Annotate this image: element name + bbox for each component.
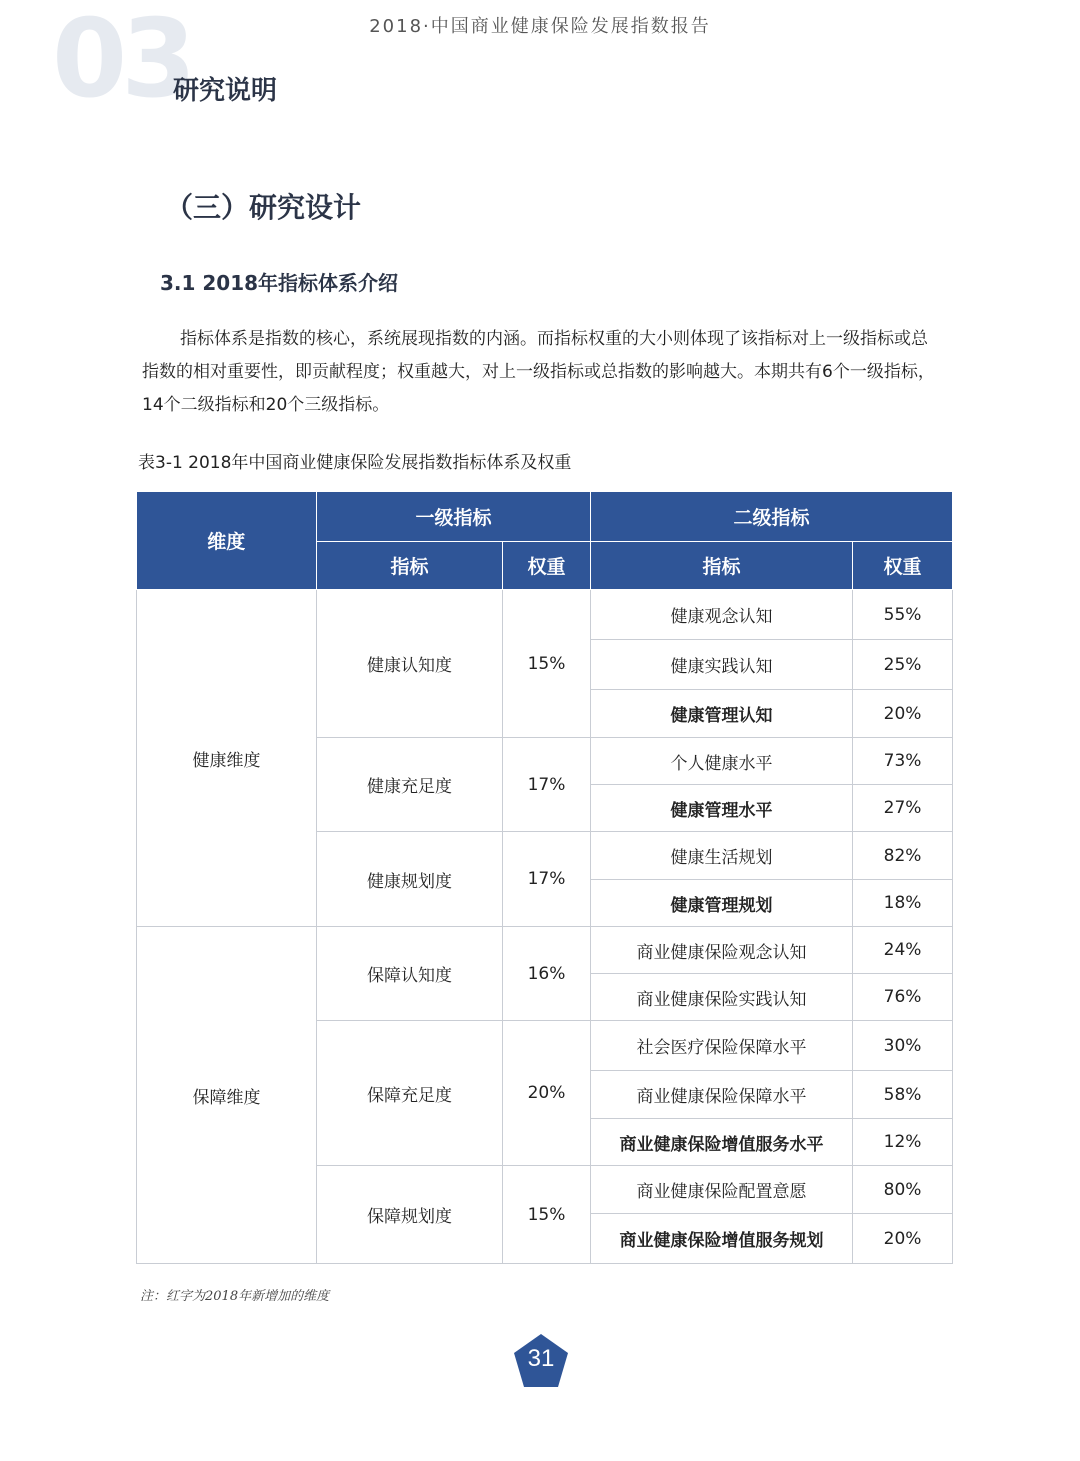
report-header-title: 2018·中国商业健康保险发展指数报告 — [369, 16, 711, 37]
header-level2: 二级指标 — [591, 492, 953, 542]
level2-weight-cell: 76% — [853, 974, 953, 1021]
level2-weight-cell: 27% — [853, 785, 953, 832]
level2-name-cell: 健康生活规划 — [591, 832, 853, 880]
level2-name-cell: 社会医疗保险保障水平 — [591, 1021, 853, 1071]
dimension-cell: 健康维度 — [137, 590, 317, 927]
level2-name-cell-new: 商业健康保险增值服务水平 — [591, 1119, 853, 1166]
level2-weight-cell: 55% — [853, 590, 953, 640]
table-row — [137, 927, 953, 974]
level2-weight-cell: 73% — [853, 738, 953, 785]
level1-weight-cell: 15% — [503, 1166, 591, 1264]
subsection-title: 3.1 2018年指标体系介绍 — [160, 271, 399, 295]
level1-name-cell: 保障认知度 — [317, 927, 503, 1021]
level2-weight-cell: 20% — [853, 1214, 953, 1264]
level2-weight-cell: 30% — [853, 1021, 953, 1071]
header-level1-indicator: 指标 — [317, 542, 503, 590]
table-caption: 表3-1 2018年中国商业健康保险发展指数指标体系及权重 — [138, 453, 572, 473]
level2-name-cell: 商业健康保险实践认知 — [591, 974, 853, 1021]
level2-weight-cell: 24% — [853, 927, 953, 974]
header-dimension: 维度 — [137, 492, 317, 590]
level1-name-cell: 健康充足度 — [317, 738, 503, 832]
level2-weight-cell: 12% — [853, 1119, 953, 1166]
level2-name-cell-new: 商业健康保险增值服务规划 — [591, 1214, 853, 1264]
level1-name-cell: 健康规划度 — [317, 832, 503, 927]
level2-weight-cell: 80% — [853, 1166, 953, 1214]
dimension-cell: 保障维度 — [137, 927, 317, 1264]
level2-name-cell: 商业健康保险配置意愿 — [591, 1166, 853, 1214]
level1-weight-cell: 15% — [503, 590, 591, 738]
index-weight-table — [136, 491, 953, 1264]
level2-name-cell-new: 健康管理水平 — [591, 785, 853, 832]
section-title: （三）研究设计 — [165, 191, 362, 224]
level2-name-cell-new: 健康管理规划 — [591, 880, 853, 927]
level2-weight-cell: 20% — [853, 690, 953, 738]
level2-name-cell: 商业健康保险观念认知 — [591, 927, 853, 974]
level2-weight-cell: 58% — [853, 1071, 953, 1119]
level1-weight-cell: 16% — [503, 927, 591, 1021]
page-number: 31 — [527, 1345, 555, 1372]
level2-weight-cell: 82% — [853, 832, 953, 880]
level1-name-cell: 保障规划度 — [317, 1166, 503, 1264]
level2-weight-cell: 18% — [853, 880, 953, 927]
level1-weight-cell: 17% — [503, 832, 591, 927]
table-row — [137, 590, 953, 640]
header-level2-indicator: 指标 — [591, 542, 853, 590]
level1-weight-cell: 20% — [503, 1021, 591, 1166]
header-level1-weight: 权重 — [503, 542, 591, 590]
chapter-title: 研究说明 — [173, 76, 278, 106]
level1-weight-cell: 17% — [503, 738, 591, 832]
level2-name-cell: 健康实践认知 — [591, 640, 853, 690]
level2-name-cell-new: 健康管理认知 — [591, 690, 853, 738]
level2-name-cell: 商业健康保险保障水平 — [591, 1071, 853, 1119]
level2-weight-cell: 25% — [853, 640, 953, 690]
table-note: 注：红字为2018年新增加的维度 — [140, 1289, 330, 1304]
level1-name-cell: 保障充足度 — [317, 1021, 503, 1166]
level2-name-cell: 健康观念认知 — [591, 590, 853, 640]
chapter-number: 03 — [52, 0, 191, 122]
level1-name-cell: 健康认知度 — [317, 590, 503, 738]
level2-name-cell: 个人健康水平 — [591, 738, 853, 785]
header-level2-weight: 权重 — [853, 542, 953, 590]
body-paragraph: 指标体系是指数的核心，系统展现指数的内涵。而指标权重的大小则体现了该指标对上一级指标或总指数的相对重要性，即贡献程度；权重越大，对上一级指标或总指数的影响越大。本期共有6个一级指标，14个二级指标和20个三级指标。 — [142, 329, 935, 415]
header-level1: 一级指标 — [317, 492, 591, 542]
